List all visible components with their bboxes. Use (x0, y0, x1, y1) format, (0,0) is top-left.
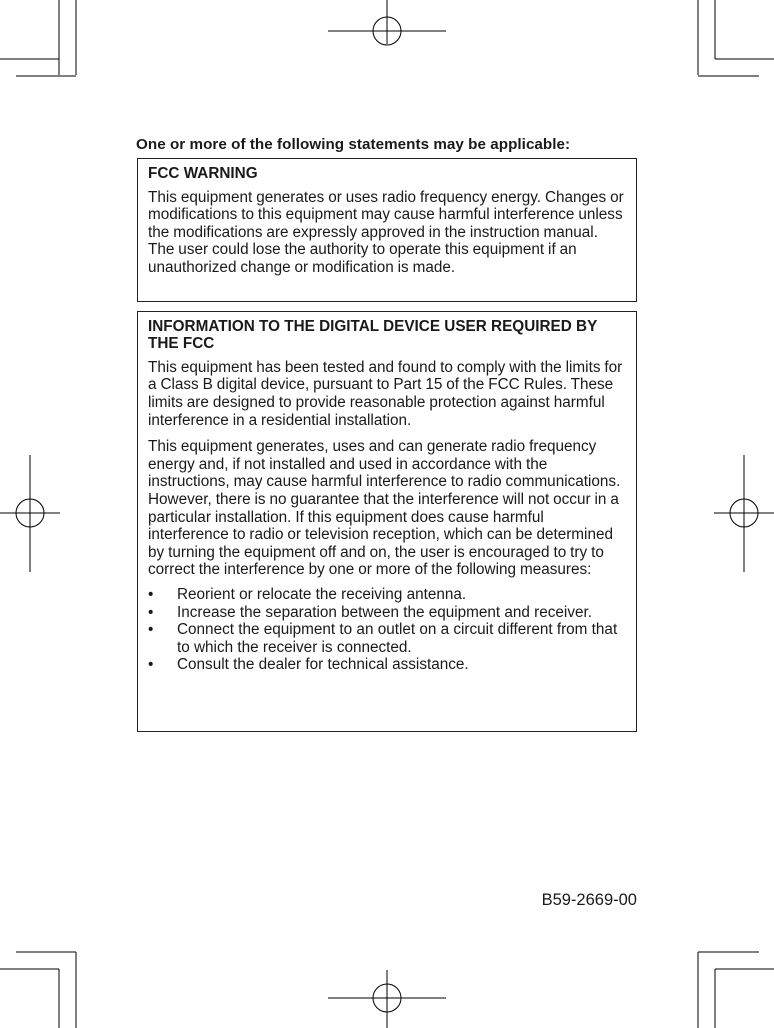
measure-text: Increase the separation between the equipment and receiver. (177, 603, 592, 621)
fcc-information-title: INFORMATION TO THE DIGITAL DEVICE USER REQUIRED BY THE FCC (148, 318, 598, 353)
list-item (148, 586, 626, 604)
applicability-heading: One or more of the following statements may be applicable: (136, 136, 571, 153)
list-item (148, 621, 626, 656)
registration-circle (373, 17, 401, 45)
bullet-icon: • (148, 656, 154, 674)
registration-circle (730, 499, 758, 527)
list-item (148, 604, 626, 622)
measure-text: Connect the equipment to an outlet on a circuit different from that to which the receiver is connected. (177, 621, 618, 656)
fcc-information-paragraph-2: This equipment generates, uses and can generate radio frequency energy and, if not installed and used in accordance with the instructions, may cause harmful interference to radio communications. However, there is no guarantee that the interference will not occur in a particular installation. If this equipment does cause harmful interference to radio or television reception, which can be determined by turning the equipment off and on, the user is encouraged to try to correct the interference by one or more of the following measures: (148, 438, 621, 579)
measures-list (148, 586, 626, 674)
fcc-warning-title: FCC WARNING (148, 165, 258, 182)
fcc-information-paragraph-1: This equipment has been tested and found to comply with the limits for a Class B digital device, pursuant to Part 15 of the FCC Rules. These limits are designed to provide reasonable protection against harmful interference in a residential installation. (148, 358, 623, 429)
bullet-icon: • (148, 603, 154, 621)
fcc-information-box (137, 311, 637, 732)
fcc-warning-text: This equipment generates or uses radio frequency energy. Changes or modifications to this equipment may cause harmful interference unless the modifications are expressly approved in the instruction manual. The user could lose the authority to operate this equipment if an unauthorized change or modification is made. (148, 188, 624, 276)
fcc-warning-box (137, 158, 637, 302)
registration-circle (373, 984, 401, 1012)
measure-text: Reorient or relocate the receiving antenna. (177, 585, 467, 603)
measure-text: Consult the dealer for technical assistance. (177, 656, 469, 674)
list-item (148, 656, 626, 674)
bullet-icon: • (148, 621, 154, 639)
bullet-icon: • (148, 585, 154, 603)
document-code: B59-2669-00 (541, 891, 637, 909)
registration-circle (16, 499, 44, 527)
